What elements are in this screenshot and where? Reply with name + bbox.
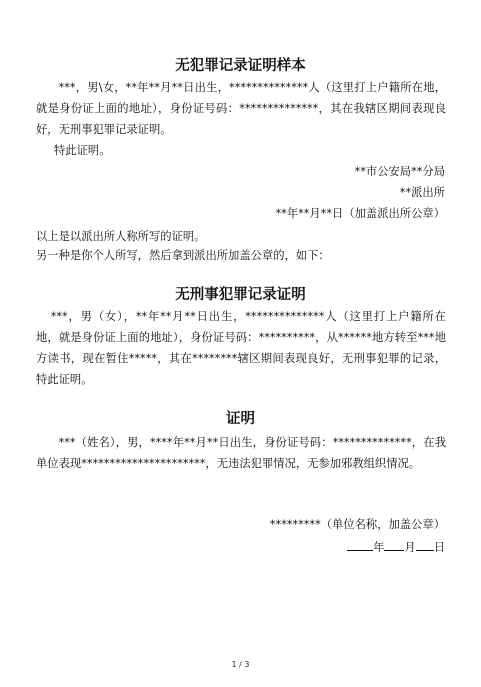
month-label: 月 [404, 541, 416, 554]
year-label: 年 [373, 541, 385, 554]
page-indicator: 1 / 3 [231, 660, 250, 669]
certify-text: 特此证明。 [54, 144, 111, 157]
signature-date: **年**月**日（加盖派出所公章） [275, 207, 445, 220]
sample-body: ***，男\女，**年**月**日出生，**************人（这里打上户籍所在地，就是身份证上面的地址），身份证号码：**************，其在我辖区期间表现良好，无刑事犯罪记录证明。 [36, 81, 446, 136]
day-label: 日 [433, 541, 445, 554]
certificate-body: ***（姓名），男，****年**月**日出生，身份证号码：**************，在我单位表现**********************，无违法犯罪情况，无参加邪教组织情况。 [36, 436, 446, 470]
day-blank [416, 538, 434, 551]
signature-station: **派出所 [399, 186, 445, 199]
note-line-2: 另一种是你个人所写，然后拿到派出所加盖公章的，如下： [36, 249, 330, 262]
no-criminal-record-body: ***，男（女），**年**月**日出生，**************人（这里打上户籍所在地，就是身份证上面的地址），身份证号码：**********，从******地方转至***地方读书，现在暂住*****，其在********辖区期间表现良好，无刑事犯罪的记录，特此证明。 [36, 310, 446, 386]
sample-title: 无犯罪记录证明样本 [175, 58, 306, 74]
year-blank [347, 538, 373, 551]
certificate-title: 证明 [226, 411, 255, 427]
month-blank [384, 538, 404, 551]
no-criminal-record-title: 无刑事犯罪记录证明 [175, 287, 306, 303]
unit-signature: *********（单位名称，加盖公章） [269, 518, 445, 531]
note-line-1: 以上是以派出所人称所写的证明。 [36, 230, 206, 243]
certificate-date-line [347, 537, 445, 558]
signature-bureau: **市公安局**分局 [354, 165, 445, 178]
